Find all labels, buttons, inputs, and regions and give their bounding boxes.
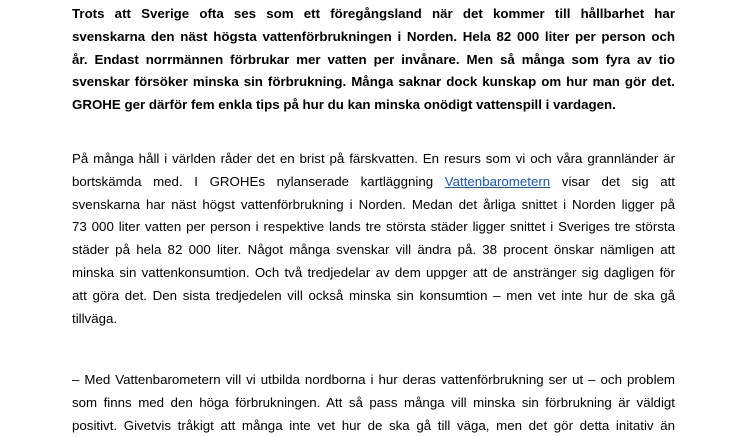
intro-paragraph [72,3,675,117]
intro-line: svenskar försöker minska sin förbrukning. Många saknar dock kunskap om hur man gör det. [72,74,675,90]
body-text: visar det sig att [550,173,675,189]
body-line: På många håll i världen råder det en brist på färskvatten. En resurs som vi och våra grannländer är [72,151,675,166]
body-line: tillväga. [72,310,118,326]
body-line: som finns med den höga förbrukningen. Att så pass många vill minska sin förbrukning är väldigt [72,394,675,410]
body-line: städer på hela 82 000 liter. Något många svenskar vill ändra på. 38 procent önskar nämligen att [72,242,675,258]
body-paragraph-1 [72,148,675,330]
body-paragraph-2 [72,369,675,437]
intro-line: GROHE ger därför fem enkla tips på hur du kan minska onödigt vattenspill i vardagen. [72,97,616,113]
body-line: svenskarna har näst högst vattenförbrukning i Norden. Medan det årliga snittet i Norden ligger på [72,196,675,212]
vattenbarometern-link[interactable]: Vattenbarometern [444,173,551,189]
body-line-with-link [72,171,675,194]
body-line: minska sin vattenkonsumtion. Och två tredjedelar av dem uppger att de anstränger sig dagligen för [72,264,675,280]
body-line: att göra det. Den sista tredjedelen vill också minska sin konsumtion – men vet inte hur de ska gå [72,287,675,303]
body-line: 73 000 liter vatten per person i respektive lands tre största städer ligger snittet i Sveriges tre största [72,219,675,235]
body-line: – Med Vattenbarometern vill vi utbilda nordborna i hur deras vattenförbrukning ser ut – och problem [72,372,675,387]
body-line: positivt. Givetvis tråkigt att många inte vet hur de ska gå till väga, men det gör detta initativ än [72,417,675,433]
body-text: bortskämda med. I GROHEs nylanserade kartläggning [72,173,445,189]
intro-line: Trots att Sverige ofta ses som ett föregångsland när det kommer till hållbarhet har [72,6,675,21]
intro-line: svenskarna den näst högsta vattenförbrukningen i Norden. Hela 82 000 liter per person och [72,28,675,44]
intro-line: år. Endast norrmännen förbrukar mer vatten per invånare. Men så många som fyra av tio [72,51,675,67]
